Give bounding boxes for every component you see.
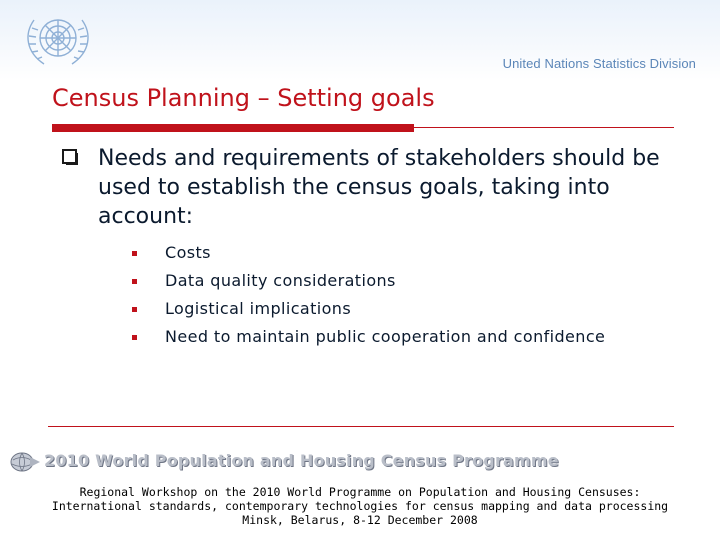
footer-line: Minsk, Belarus, 8-12 December 2008 — [242, 513, 478, 527]
census-programme-banner — [4, 449, 678, 475]
main-bullet — [62, 144, 682, 231]
globe-logo-icon — [8, 451, 42, 473]
title-underline-thin — [52, 127, 674, 128]
banner-text: 2010 World Population and Housing Census Programme — [44, 451, 559, 470]
sub-bullet-item — [132, 327, 652, 347]
workshop-footer — [0, 485, 720, 527]
square-bullet-icon — [132, 251, 137, 256]
sub-bullet-text: Need to maintain public cooperation and confidence — [165, 327, 606, 346]
sub-bullet-text: Data quality considerations — [165, 271, 396, 290]
footer-line: Regional Workshop on the 2010 World Programme on Population and Housing Censuses: — [79, 485, 641, 499]
sub-bullet-text: Costs — [165, 243, 211, 262]
sub-bullet-item — [132, 299, 652, 319]
org-name: United Nations Statistics Division — [502, 56, 696, 71]
checkbox-bullet-icon — [62, 149, 78, 165]
square-bullet-icon — [132, 335, 137, 340]
sub-bullet-item — [132, 243, 652, 263]
footer-line: International standards, contemporary technologies for census mapping and data processing — [51, 499, 669, 513]
slide-title: Census Planning – Setting goals — [52, 84, 435, 112]
square-bullet-icon — [132, 307, 137, 312]
sub-bullet-list — [132, 243, 652, 355]
main-bullet-text: Needs and requirements of stakeholders should be used to establish the census goals, taking into account: — [98, 146, 660, 229]
footer-divider — [48, 426, 674, 427]
sub-bullet-item — [132, 271, 652, 291]
square-bullet-icon — [132, 279, 137, 284]
sub-bullet-text: Logistical implications — [165, 299, 352, 318]
un-emblem-icon — [14, 6, 102, 74]
title-underline-thick — [52, 124, 414, 132]
